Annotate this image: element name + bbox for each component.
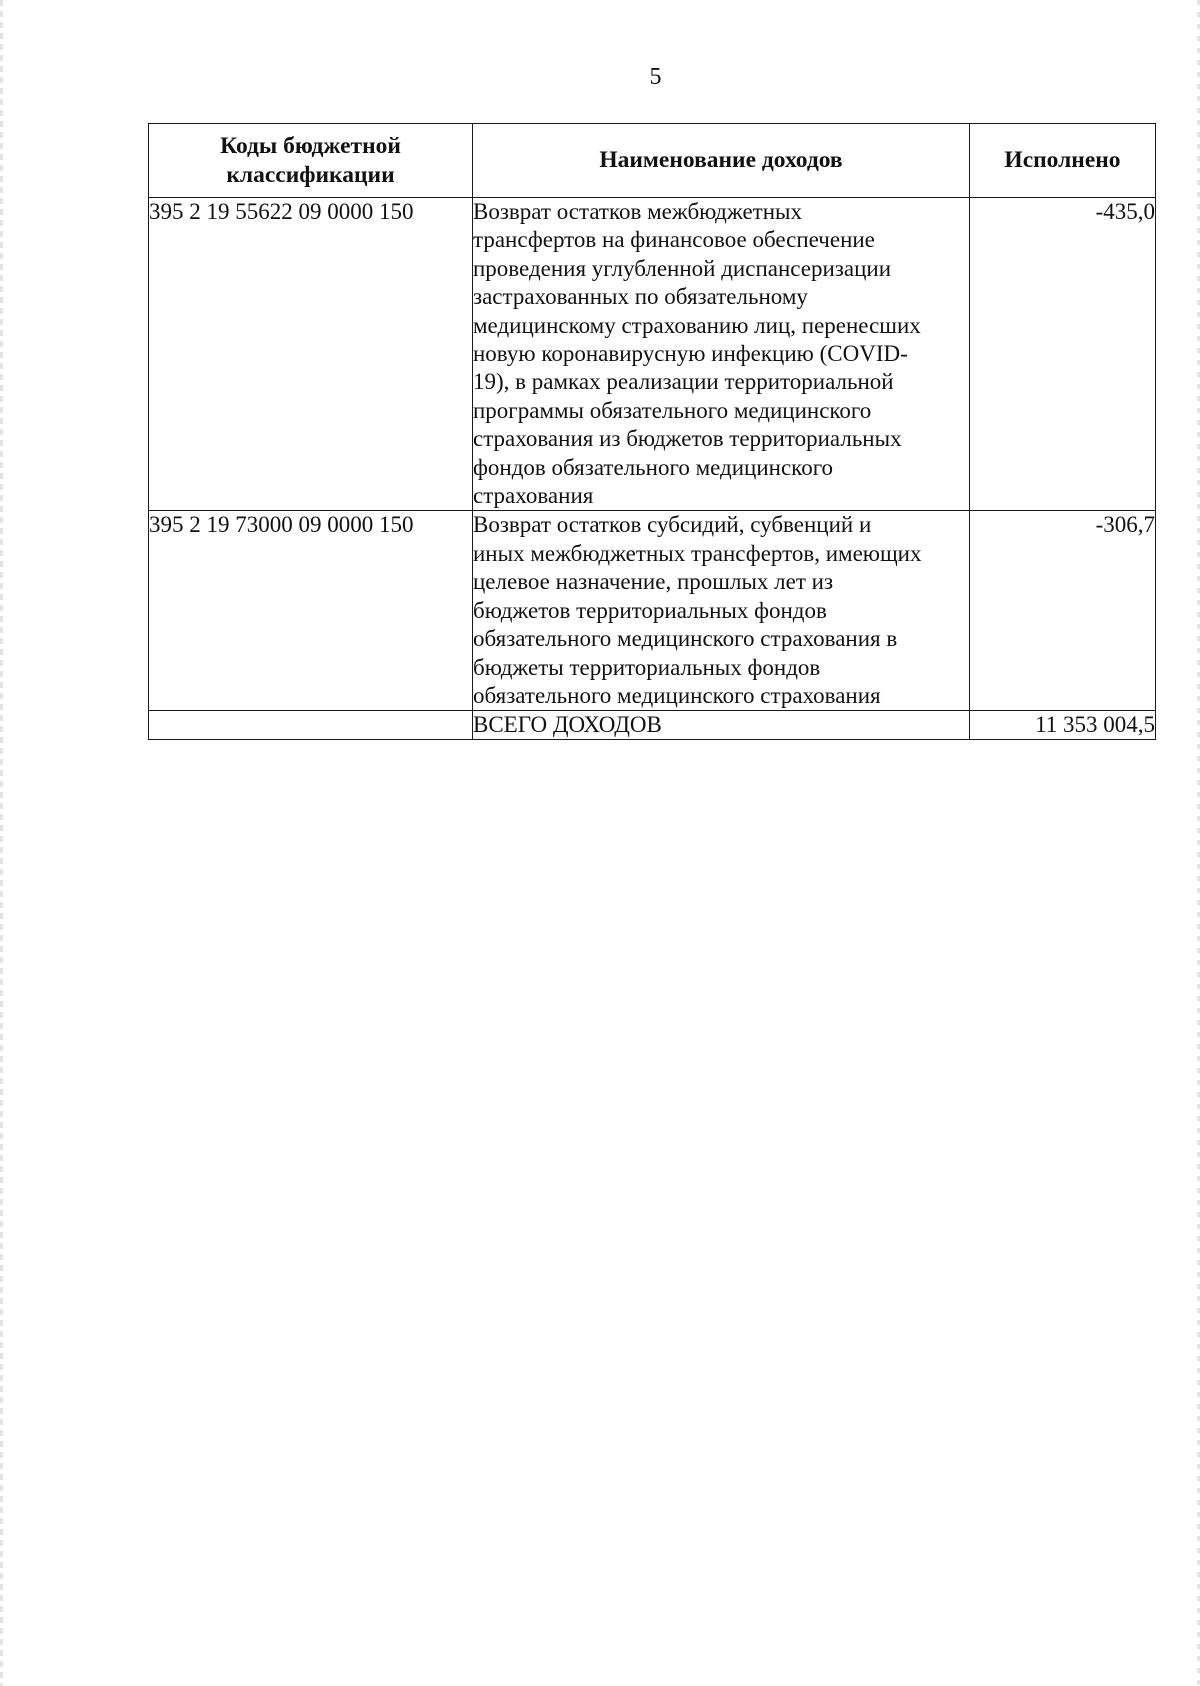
scan-edge-left	[0, 0, 3, 1686]
row-name-line: фондов обязательного медицинского	[473, 454, 834, 480]
row-name-line: трансфертов на финансовое обеспечение	[473, 227, 875, 253]
row-code: 395 2 19 55622 09 0000 150	[149, 198, 473, 511]
row-amount: -435,0	[970, 198, 1156, 511]
row-name-line: обязательного медицинского страхования в	[473, 626, 898, 652]
table-header-row	[149, 124, 1156, 198]
row-name	[473, 511, 970, 711]
row-name-line: страхования	[473, 483, 594, 509]
row-name-line: бюджетов территориальных фондов	[473, 597, 827, 623]
row-name-line: новую коронавирусную инфекцию (COVID-	[473, 341, 908, 367]
row-name-line: проведения углубленной диспансеризации	[473, 255, 891, 281]
header-code-line: Коды бюджетной	[220, 132, 401, 159]
row-amount: -306,7	[970, 511, 1156, 711]
row-code: 395 2 19 73000 09 0000 150	[149, 511, 473, 711]
page-number: 5	[649, 64, 662, 90]
row-name-line: программы обязательного медицинского	[473, 397, 872, 423]
row-name-line: Возврат остатков субсидий, субвенций и	[473, 512, 872, 538]
row-name-line: застрахованных по обязательному	[473, 284, 808, 310]
total-label: ВСЕГО ДОХОДОВ	[473, 711, 970, 740]
table-row	[149, 198, 1156, 511]
row-name-line: бюджеты территориальных фондов	[473, 654, 821, 680]
row-name-line: иных межбюджетных трансфертов, имеющих	[473, 540, 922, 566]
row-name	[473, 198, 970, 511]
row-name-line: Возврат остатков межбюджетных	[473, 199, 802, 224]
row-name-line: медицинскому страхованию лиц, перенесших	[473, 312, 921, 338]
header-code-line: классификации	[226, 161, 395, 188]
header-code	[149, 124, 473, 198]
row-name-line: 19), в рамках реализации территориальной	[473, 369, 894, 395]
header-amount: Исполнено	[970, 124, 1156, 198]
table-row	[149, 511, 1156, 711]
total-code	[149, 711, 473, 740]
row-name-line: страхования из бюджетов территориальных	[473, 426, 902, 452]
row-name-line: целевое назначение, прошлых лет из	[473, 569, 834, 595]
total-row	[149, 711, 1156, 740]
header-name: Наименование доходов	[473, 124, 970, 198]
total-amount: 11 353 004,5	[970, 711, 1156, 740]
row-name-line: обязательного медицинского страхования	[473, 682, 881, 708]
revenue-table	[148, 123, 1156, 740]
